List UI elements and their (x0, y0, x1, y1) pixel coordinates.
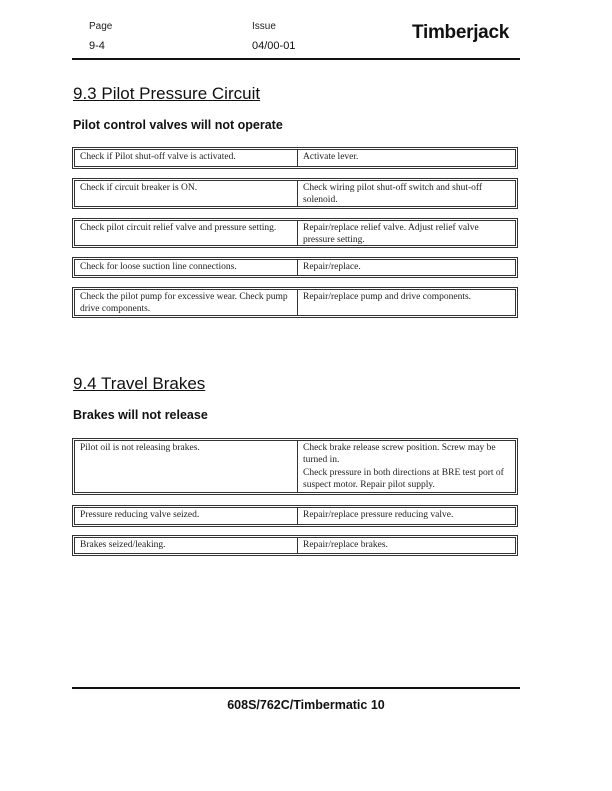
issue-label: Issue (252, 21, 276, 32)
problem-cell: Check the pilot pump for excessive wear. Check pump drive components. (75, 290, 298, 315)
page-number: 9-4 (89, 40, 105, 52)
page-label: Page (89, 21, 113, 32)
table-row (72, 287, 518, 318)
problem-cell: Check if Pilot shut-off valve is activated. (75, 150, 298, 166)
section-title: 9.4 Travel Brakes (73, 374, 206, 393)
action-cell: Repair/replace relief valve. Adjust relief valve pressure setting. (303, 223, 479, 245)
table-row (72, 505, 518, 527)
problem-cell: Pilot oil is not releasing brakes. (75, 441, 298, 492)
issue-value: 04/00-01 (252, 40, 296, 52)
problem-cell: Brakes seized/leaking. (75, 538, 298, 553)
action-cell: Repair/replace. (303, 262, 361, 272)
table-row (72, 257, 518, 278)
table-row (72, 178, 518, 209)
table-row (72, 218, 518, 248)
section-title: 9.3 Pilot Pressure Circuit (73, 84, 261, 103)
action-cell: Repair/replace pressure reducing valve. (303, 510, 454, 520)
table-row (72, 535, 518, 556)
action-cell: Activate lever. (303, 152, 359, 162)
footer-model: 608S/762C/Timbermatic 10 (227, 698, 385, 712)
problem-cell: Check pilot circuit relief valve and pressure setting. (75, 221, 298, 245)
footer-rule (72, 687, 520, 689)
problem-cell: Check if circuit breaker is ON. (75, 181, 298, 206)
action-cell: Check brake release screw position. Screw may be turned in. Check pressure in both directions at BRE test port of suspect motor. Repair pilot supply. (303, 443, 504, 490)
action-cell: Check wiring pilot shut-off switch and shut-off solenoid. (303, 183, 483, 205)
table-row (72, 147, 518, 169)
problem-cell: Check for loose suction line connections. (75, 260, 298, 275)
action-cell: Repair/replace brakes. (303, 540, 388, 550)
section-subtitle: Pilot control valves will not operate (73, 118, 283, 132)
problem-cell: Pressure reducing valve seized. (75, 508, 298, 524)
section-subtitle: Brakes will not release (73, 408, 208, 422)
action-cell: Repair/replace pump and drive components. (303, 292, 472, 302)
table-row (72, 438, 518, 495)
brand-logo: Timberjack (412, 22, 509, 43)
header-rule (72, 58, 520, 60)
